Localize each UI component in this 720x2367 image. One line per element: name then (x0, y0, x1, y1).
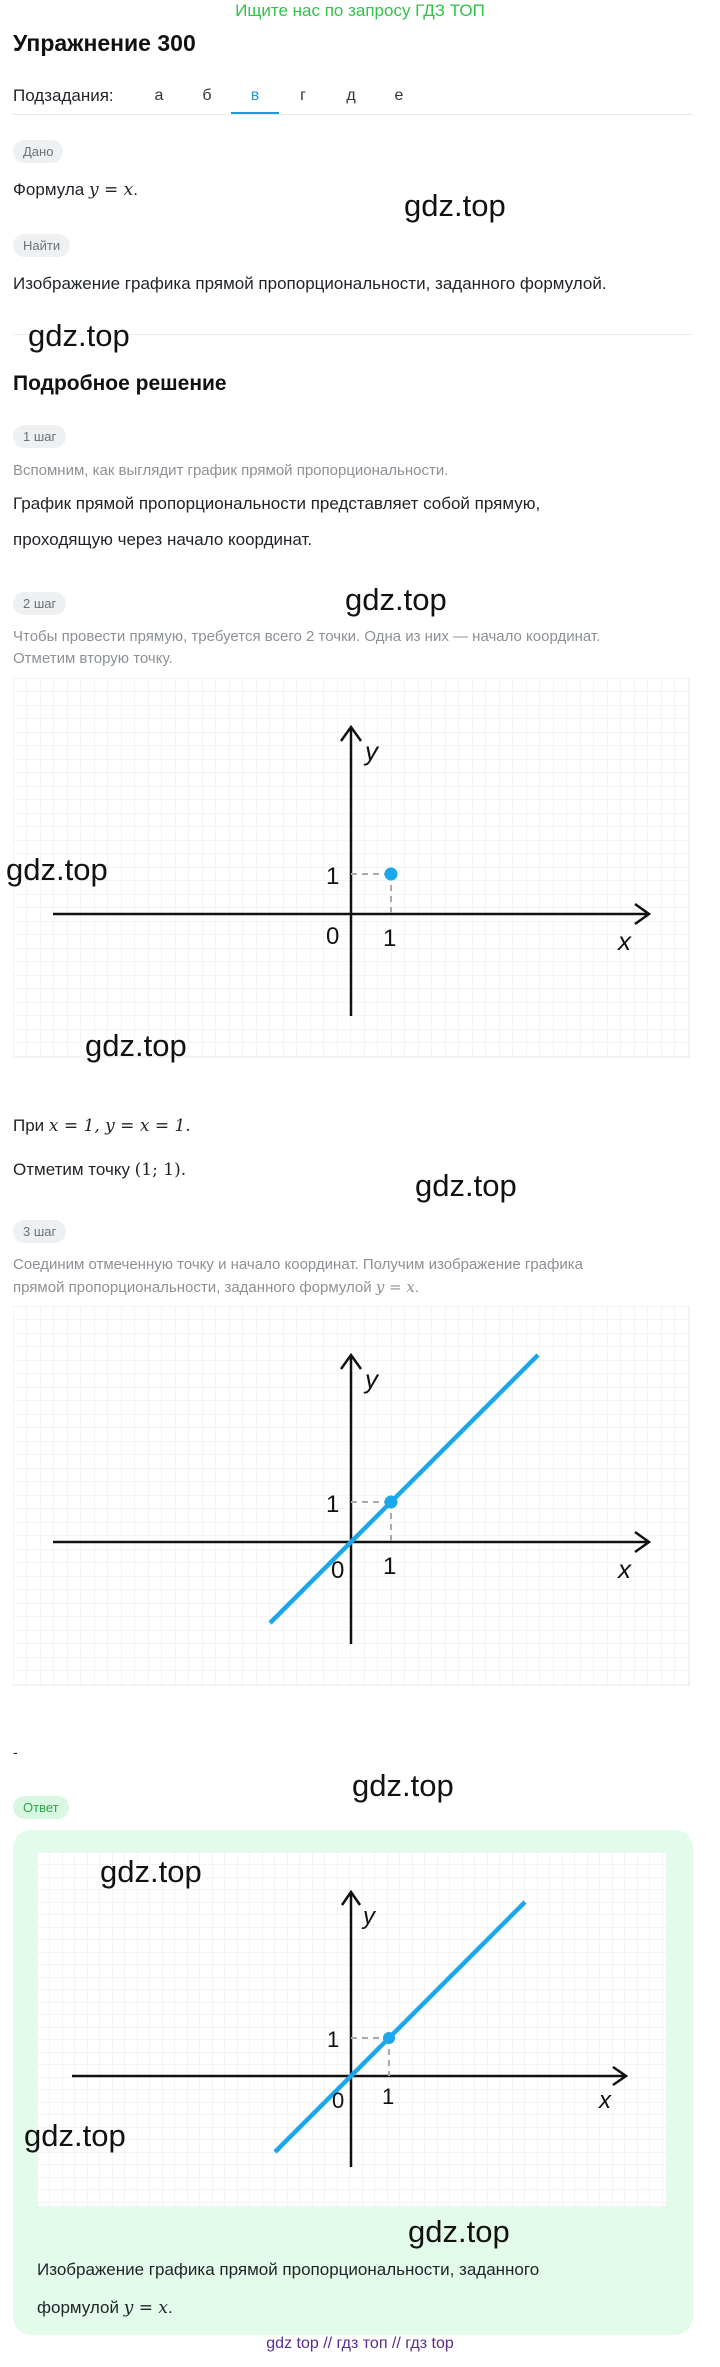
tick-x-1: 1 (382, 2084, 395, 2109)
answer-pill-wrap (13, 1796, 69, 1819)
given-prefix: Формула (13, 180, 89, 199)
tick-y-1: 1 (326, 1491, 340, 1518)
given-text (13, 178, 138, 202)
watermark: gdz.top (24, 2118, 126, 2153)
step2-after-2-prefix: Отметим точку (13, 1160, 135, 1179)
watermark: gdz.top (345, 582, 447, 617)
tab-e[interactable]: е (394, 87, 404, 104)
tab-g[interactable]: г (300, 87, 306, 104)
step2-after-2-math: (1; 1). (134, 1160, 187, 1180)
tab-d[interactable]: д (346, 87, 356, 104)
subtasks-label: Подзадания: (13, 86, 114, 105)
subtask-tabs (135, 80, 423, 114)
answer-text-2-math: y = x (123, 2298, 168, 2318)
step3-hint-2-math: y = x (375, 1278, 415, 1296)
page-title: Упражнение 300 (13, 30, 196, 56)
point-1-1 (383, 2032, 395, 2044)
answer-text-1: Изображение графика прямой пропорциональности, заданного (37, 2260, 540, 2279)
step1-pill: 1 шаг (13, 425, 66, 448)
tick-y-1: 1 (327, 2027, 340, 2052)
point-1-1 (385, 1496, 398, 1509)
tab-a[interactable]: а (154, 87, 164, 104)
graph-point (13, 678, 690, 1058)
origin-label: 0 (331, 1557, 345, 1584)
step2-after-1-math: x = 1, y = x = 1. (48, 1116, 191, 1136)
given-suffix: . (133, 180, 138, 199)
find-pill: Найти (13, 234, 70, 257)
watermark: gdz.top (6, 852, 108, 887)
step1-text-2: проходящую через начало координат. (13, 530, 313, 549)
step3-pill: 3 шаг (13, 1220, 66, 1243)
step2-hint-2: Отметим вторую точку. (13, 650, 173, 667)
watermark: gdz.top (408, 2214, 510, 2249)
step1-text-1: График прямой пропорциональности представляет собой прямую, (13, 494, 541, 513)
point-1-1 (385, 868, 398, 881)
y-label: y (365, 736, 378, 766)
watermark: gdz.top (352, 1768, 454, 1803)
answer-text-2-suffix: . (167, 2298, 173, 2317)
answer-text-2-prefix: формулой (37, 2298, 124, 2317)
x-label: x (618, 1554, 631, 1584)
tabs-divider (13, 114, 693, 115)
step2-after-1 (13, 1114, 191, 1138)
step3-hint-1: Соединим отмеченную точку и начало координат. Получим изображение графика (13, 1256, 583, 1273)
origin-label: 0 (326, 923, 340, 950)
graph-answer (37, 1852, 667, 2207)
step2-after-1-prefix: При (13, 1116, 49, 1135)
x-label: x (599, 2087, 611, 2114)
step3-hint-2 (13, 1276, 419, 1299)
tick-x-1: 1 (383, 1553, 397, 1580)
watermark: gdz.top (85, 1028, 187, 1063)
given-pill-wrap (13, 140, 63, 163)
tab-b[interactable]: б (202, 87, 212, 104)
given-formula: y = x (88, 180, 134, 200)
step2-pill: 2 шаг (13, 592, 66, 615)
step2-after-2 (13, 1158, 186, 1182)
step2-pill-wrap (13, 592, 66, 615)
find-text: Изображение графика прямой пропорциональности, заданного формулой. (13, 274, 607, 293)
tick-y-1: 1 (326, 863, 340, 890)
watermark: gdz.top (415, 1168, 517, 1203)
given-pill: Дано (13, 140, 63, 163)
answer-pill: Ответ (13, 1796, 69, 1819)
step3-hint-2-prefix: прямой пропорциональности, заданного формулой (13, 1279, 376, 1296)
step1-pill-wrap (13, 425, 66, 448)
step3-hint-2-suffix: . (414, 1279, 420, 1296)
y-label: y (363, 1903, 375, 1930)
tick-x-1: 1 (383, 925, 397, 952)
solution-title: Подробное решение (13, 372, 227, 395)
step3-pill-wrap (13, 1220, 66, 1243)
y-label: y (365, 1364, 378, 1394)
graph-line (13, 1306, 690, 1686)
step2-hint-1: Чтобы провести прямую, требуется всего 2 точки. Одна из них — начало координат. (13, 628, 601, 645)
tab-v[interactable]: в (231, 80, 279, 114)
answer-text-2 (37, 2296, 173, 2320)
watermark: gdz.top (100, 1854, 202, 1889)
top-banner[interactable]: Ищите нас по запросу ГДЗ ТОП (235, 1, 485, 20)
footer-links[interactable]: gdz top // гдз топ // гдз top (266, 2335, 454, 2352)
step1-hint: Вспомним, как выглядит график прямой пропорциональности. (13, 462, 449, 479)
watermark: gdz.top (404, 188, 506, 223)
dash-text: - (13, 1744, 18, 1760)
find-pill-wrap (13, 234, 70, 257)
watermark: gdz.top (28, 318, 130, 353)
x-label: x (618, 926, 631, 956)
origin-label: 0 (332, 2088, 345, 2113)
